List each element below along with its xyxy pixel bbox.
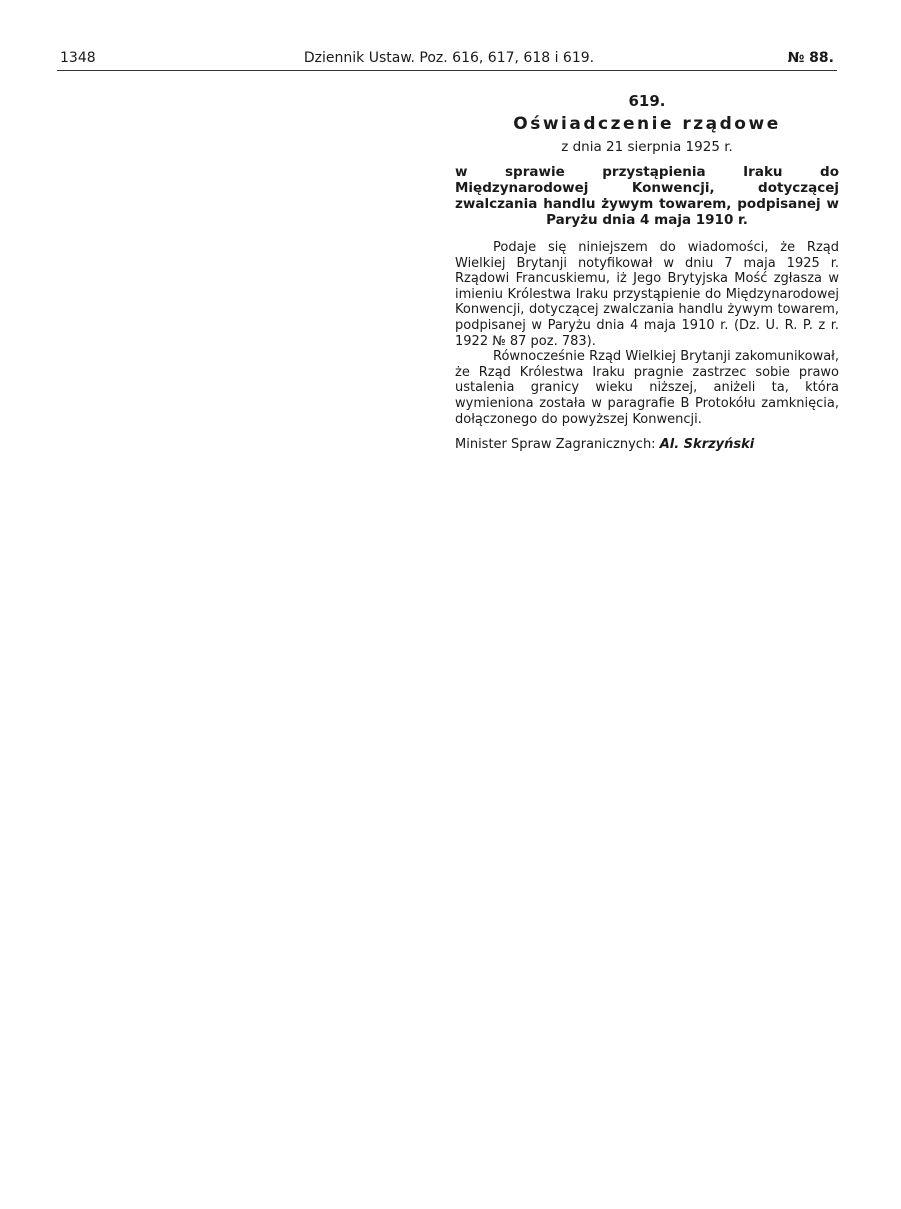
document-column	[455, 92, 839, 453]
running-title: Dziennik Ustaw. Poz. 616, 617, 618 i 619.	[303, 50, 595, 66]
signature-block	[455, 437, 839, 453]
document-subject: w sprawie przystąpienia Iraku do Międzynarodowej Konwencji, dotyczącej zwalczania handlu żywym towarem, podpisanej w Paryżu dnia 4 maja 1910 r.	[455, 164, 839, 228]
signature-role: Minister Spraw Zagranicznych:	[455, 437, 656, 453]
issue-number: № 88.	[787, 50, 834, 66]
document-date: z dnia 21 sierpnia 1925 r.	[561, 139, 733, 155]
item-number: 619.	[628, 92, 666, 110]
body-paragraph-1: Podaje się niniejszem do wiadomości, że Rząd Wielkiej Brytanji notyfikował w dniu 7 maja 1925 r. Rządowi Francuskiemu, iż Jego Brytyjska Mość zgłasza w imieniu Królestwa Iraku przystąpienie do Międzynarodowej Konwencji, dotyczącej zwalczania handlu żywym towarem, podpisanej w Paryżu dnia 4 maja 1910 r. (Dz. U. R. P. z r. 1922 № 87 poz. 783).	[455, 240, 839, 349]
document-title: Oświadczenie rządowe	[513, 114, 781, 134]
page-header	[60, 48, 838, 68]
signature-name: Al. Skrzyński	[659, 437, 755, 453]
header-divider	[57, 70, 837, 71]
body-paragraph-2: Równocześnie Rząd Wielkiej Brytanji zakomunikował, że Rząd Królestwa Iraku pragnie zastrzec sobie prawo ustalenia granicy wieku niższej, aniżeli ta, która wymieniona została w paragrafie B Protokółu zamknięcia, dołączonego do powyższej Konwencji.	[455, 349, 839, 427]
page-number: 1348	[60, 50, 96, 66]
